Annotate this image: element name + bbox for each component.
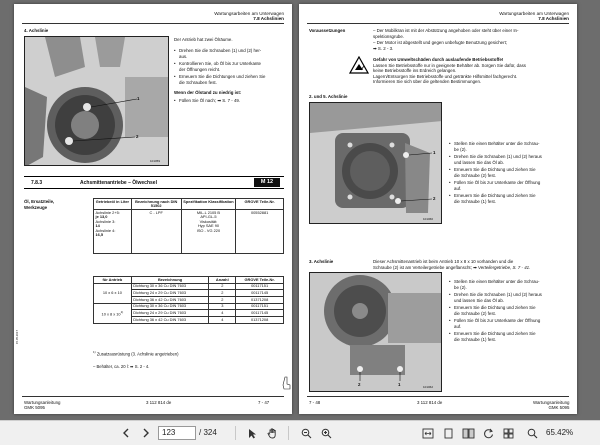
- single-page-button[interactable]: [440, 425, 456, 441]
- photo-code: 101062: [423, 385, 434, 389]
- table-header: Bezeichnung: [131, 277, 209, 284]
- footer-doc-number: 3 112 814 de: [417, 400, 443, 405]
- step-text: aus.: [179, 53, 188, 59]
- step-text: die Schraube (1) fest.: [454, 198, 496, 204]
- prereq-label: Voraussetzungen: [309, 28, 346, 33]
- step-marker: •: [449, 167, 451, 172]
- photo-code: 101060: [423, 217, 434, 221]
- table-cell: 4: [209, 310, 236, 317]
- table-header: Getriebeöl in Liter: [94, 199, 132, 210]
- step-text: auf.: [454, 323, 462, 329]
- warning-title: Gefahr von Umweltschäden durch auslaufende Betriebsstoffe!: [373, 57, 504, 62]
- select-tool-button[interactable]: [244, 425, 260, 441]
- step-text: Erneuern Sie die Dichtung und ziehen Sie: [454, 193, 536, 198]
- section-bar: [24, 176, 284, 189]
- step-text: der Öffnungen reicht.: [179, 66, 221, 72]
- step-marker: •: [174, 98, 176, 103]
- chevron-right-icon: [141, 428, 151, 438]
- footer-rule: [307, 396, 569, 397]
- table-header: GROVE Teile-Nr.: [236, 199, 284, 210]
- axle-photo-3: [309, 272, 442, 392]
- table-row: [94, 283, 284, 290]
- zoom-out-button[interactable]: [298, 425, 314, 441]
- side-code: [282, 376, 292, 392]
- header-rule: [22, 23, 284, 24]
- step-text: auf.: [454, 185, 462, 191]
- prereq-line: spektionsgrube.: [373, 33, 404, 39]
- page-number-input[interactable]: 123: [158, 426, 196, 440]
- axle-photo: [24, 36, 169, 166]
- step-marker: •: [449, 318, 451, 323]
- table-cell: Dichtung 36 x 42 Cu DIN 7603: [131, 317, 209, 324]
- step-text: Drehen Sie die Schrauben (1) und (2) heraus: [454, 292, 542, 297]
- footer-page-number: 7 - 48: [309, 400, 321, 405]
- table-cell: 00117151: [236, 303, 284, 310]
- warning-line: keine Betriebsstoffe ins Erdreich gelangen.: [373, 68, 457, 73]
- prereq-line: – Der Motor ist abgestellt und gegen unbefugte Benutzung gesichert;: [373, 40, 508, 45]
- table-cell: 2: [209, 283, 236, 290]
- section-title: Achsmittenantriebe – Ölwechsel: [80, 179, 157, 186]
- photo-label-1: 1: [433, 150, 436, 155]
- page-ref-link[interactable]: S. 2 - 3.: [377, 45, 394, 51]
- section-number: 7.8.3: [31, 179, 43, 186]
- step-marker: •: [449, 193, 451, 198]
- containers-line: – Behälter, ca. 20 l: ➡ S. 2 - 4.: [93, 364, 150, 369]
- fit-width-button[interactable]: [420, 425, 436, 441]
- toolbar-divider: [288, 426, 289, 440]
- zoom-in-icon: [321, 428, 332, 439]
- zoom-in-button[interactable]: [318, 425, 334, 441]
- table-cell: Dichtung 24 x 29 Cu DIN 7603: [131, 290, 209, 297]
- table-cell: 2: [209, 290, 236, 297]
- table-header: GROVE Teile-Nr.: [236, 277, 284, 284]
- page-ref-link[interactable]: S. 2 - 4.: [134, 364, 150, 369]
- step-marker: •: [449, 154, 451, 159]
- warning-line: Informieren Sie sich über die geltenden Bestimmungen.: [373, 79, 482, 84]
- footer-doc-number: 3 112 814 de: [146, 400, 172, 405]
- table-cell: 2: [209, 297, 236, 304]
- two-page-button[interactable]: [460, 425, 476, 441]
- table-cell: MIL-L 2105 B API-GL-5 Viskosität: Hyp SAE 90 ISO - VG 220: [181, 210, 236, 254]
- table-cell: 00117145: [236, 290, 284, 297]
- next-page-button[interactable]: [138, 425, 154, 441]
- rotate-icon: [483, 428, 494, 439]
- rotate-button[interactable]: [480, 425, 496, 441]
- step-text: Erneuern Sie die Dichtung und ziehen Sie: [454, 331, 536, 336]
- arrow-icon: ➡: [373, 45, 377, 51]
- table-cell: 3: [209, 303, 236, 310]
- step-text: die Schraube (1) fest.: [454, 336, 496, 342]
- step-text: Erneuern Sie die Dichtungen und ziehen Sie: [179, 74, 266, 79]
- table-cell: 4: [209, 317, 236, 324]
- photo-label-1: 1: [137, 96, 140, 101]
- table-header: Bezeichnung nach DIN 51502: [131, 199, 181, 210]
- header-title: Wartungsarbeiten am Unterwagen 7.8 Achslinien: [499, 11, 569, 22]
- step-text: die Schraube (2) fest.: [454, 310, 496, 316]
- header-title: Wartungsarbeiten am Unterwagen 7.8 Achslinien: [214, 11, 284, 22]
- table-cell: Dichtung 30 x 36 Cu DIN 7603: [131, 283, 209, 290]
- seal-parts-table: [93, 276, 284, 324]
- page-ref-link[interactable]: Verteilergetriebe, S. 7 - 41.: [477, 264, 531, 270]
- zoom-out-icon: [301, 428, 312, 439]
- step-text: Drehen Sie die Schrauben (1) und (2) heraus: [454, 154, 542, 159]
- step-marker: •: [449, 180, 451, 185]
- two-page-icon: [462, 428, 475, 439]
- table-cell: Dichtung 24 x 29 Cu DIN 7603: [131, 310, 209, 317]
- page-left: [14, 4, 292, 414]
- viewer-toolbar: [0, 420, 600, 445]
- photo-label-2: 2: [358, 382, 361, 387]
- step-text: und lassen Sie das Öl ab.: [454, 159, 505, 165]
- step-text: Erneuern Sie die Dichtung und ziehen Sie: [454, 305, 536, 310]
- step-marker: •: [449, 279, 451, 284]
- table-cell: 00552881: [236, 210, 284, 254]
- warning-line: Lagern/Entsorgen Sie Betriebsstoffe und getränkte Hilfsmittel fachgerecht.: [373, 73, 518, 79]
- side-date-code: 15.05.2017: [15, 330, 19, 344]
- intro-text: Der Antrieb hat zwei Ölräume.: [174, 37, 233, 42]
- single-page-icon: [443, 428, 454, 439]
- oil-spec-table: [93, 198, 284, 254]
- step-marker: •: [449, 292, 451, 297]
- table-cell: 10 x 8 x 10$^{1)}$: [94, 303, 132, 323]
- footer-left: Wartungsanleitung GMK 5095: [24, 400, 61, 411]
- table-cell: 01371208: [236, 317, 284, 324]
- fit-width-icon: [422, 428, 434, 439]
- step-text: Füllen Sie Öl bis zur Unterkante der Öffnung: [454, 318, 541, 323]
- table-cell: Dichtung 36 x 42 Cu DIN 7603: [131, 297, 209, 304]
- step-text: Kontrollieren Sie, ob Öl bis zur Unterkante: [179, 61, 261, 66]
- table-header: Anzahl: [209, 277, 236, 284]
- footer-rule: [22, 396, 284, 397]
- chevron-left-icon: [121, 428, 131, 438]
- photo-code: 101059: [150, 159, 161, 163]
- low-level-step: Füllen Sie Öl nach; ➡ S. 7 - 49.: [179, 98, 241, 103]
- table-cell: 00117151: [236, 283, 284, 290]
- table-cell: Achslinie 2+5: je 13,0 Achslinie 3: 14 Achslinie 4: 16,5: [94, 210, 132, 254]
- toolbar-divider: [235, 426, 236, 440]
- section25-title: 2. und 5. Achslinie: [309, 94, 348, 99]
- page-right: [299, 4, 577, 414]
- zoom-button[interactable]: [524, 425, 540, 441]
- photo-label-2: 2: [433, 196, 436, 201]
- step-marker: •: [449, 141, 451, 146]
- zoom-level[interactable]: 65.42%: [546, 428, 574, 437]
- footnote: $^{1)}$ Zusatzausrüstung (3. Achslinie angetrieben): [93, 350, 179, 357]
- section-badge: M 12: [254, 178, 280, 187]
- section3-intro: Dieser Achsmittenantrieb ist beim Antrieb 10 x 8 x 10 vorhanden und die: [373, 259, 514, 264]
- environment-warning-icon: [349, 56, 367, 72]
- footer-page-number: 7 - 47: [258, 400, 270, 405]
- step-text: die Schrauben fest.: [179, 79, 217, 85]
- warning-line: Lassen Sie Betriebsstoffe nur in geeignete Behälter ab. Sorgen Sie dafür, dass: [373, 62, 526, 68]
- table-cell: Dichtung 30 x 36 Cu DIN 7603: [131, 303, 209, 310]
- step-marker: •: [174, 61, 176, 66]
- section4-title: 4. Achslinie: [24, 28, 49, 33]
- step-text: Füllen Sie Öl bis zur Unterkante der Öffnung: [454, 180, 541, 185]
- axle-photo-2-5: [309, 102, 442, 224]
- header-rule: [307, 23, 569, 24]
- arrow-icon: ➡: [130, 364, 134, 369]
- table-row: [94, 303, 284, 310]
- step-marker: •: [174, 48, 176, 53]
- table-cell: C - LPF: [131, 210, 181, 254]
- step-marker: •: [174, 74, 176, 79]
- hand-icon: [267, 428, 278, 439]
- step-marker: •: [449, 331, 451, 336]
- step-text: be (2).: [454, 284, 467, 290]
- step-text: be (2).: [454, 146, 467, 152]
- previous-page-button[interactable]: [118, 425, 134, 441]
- step-text: und lassen Sie das Öl ab.: [454, 297, 505, 303]
- grid-icon: [503, 428, 514, 439]
- table-cell: 10 x 6 x 10: [94, 283, 132, 303]
- step-text: Stellen Sie einen Behälter unter die Schrau-: [454, 279, 540, 284]
- arrow-icon: ➡: [217, 98, 222, 103]
- step-text: Stellen Sie einen Behälter unter die Schrau-: [454, 141, 540, 146]
- step-marker: •: [449, 305, 451, 310]
- page-ref-link[interactable]: S. 7 - 49.: [222, 98, 241, 103]
- step-text: die Schraube (2) fest.: [454, 172, 496, 178]
- side-label: Werkzeuge: [24, 204, 48, 210]
- prereq-line: – Der Mobilkran ist mit der Abstützung angehoben oder steht über einer In-: [373, 28, 519, 33]
- prereq-line: [373, 46, 393, 51]
- low-level-heading: Wenn der Ölstand zu niedrig ist:: [174, 90, 242, 95]
- hand-tool-button[interactable]: [264, 425, 280, 441]
- step-text: Erneuern Sie die Dichtung und ziehen Sie: [454, 167, 536, 172]
- footer-right: Wartungsanleitung GMK 5095: [533, 400, 570, 411]
- side-label: Öl, Ersatzteile,: [24, 199, 55, 204]
- table-cell: 00117145: [236, 310, 284, 317]
- table-header: für Antrieb: [94, 277, 132, 284]
- table-cell: 01371208: [236, 297, 284, 304]
- photo-label-2: 2: [136, 134, 139, 139]
- section3-title: 3. Achslinie: [309, 259, 334, 264]
- arrow-icon: ➡: [473, 264, 477, 270]
- cursor-arrow-icon: [247, 428, 258, 439]
- thumbnails-button[interactable]: [500, 425, 516, 441]
- step-text: Drehen Sie die Schrauben (1) und (2) her-: [179, 48, 262, 53]
- magnifier-icon: [527, 428, 538, 439]
- section3-intro: Schraube (2) ist am Verteilergetriebe angeflanscht; ➡ Verteilergetriebe, S. 7 - 41.: [373, 264, 531, 270]
- photo-label-1: 1: [398, 382, 401, 387]
- hand-cursor-mark-icon: [282, 376, 292, 390]
- table-header: Spezifikation Klassifikation: [181, 199, 236, 210]
- page-total: / 324: [199, 428, 217, 437]
